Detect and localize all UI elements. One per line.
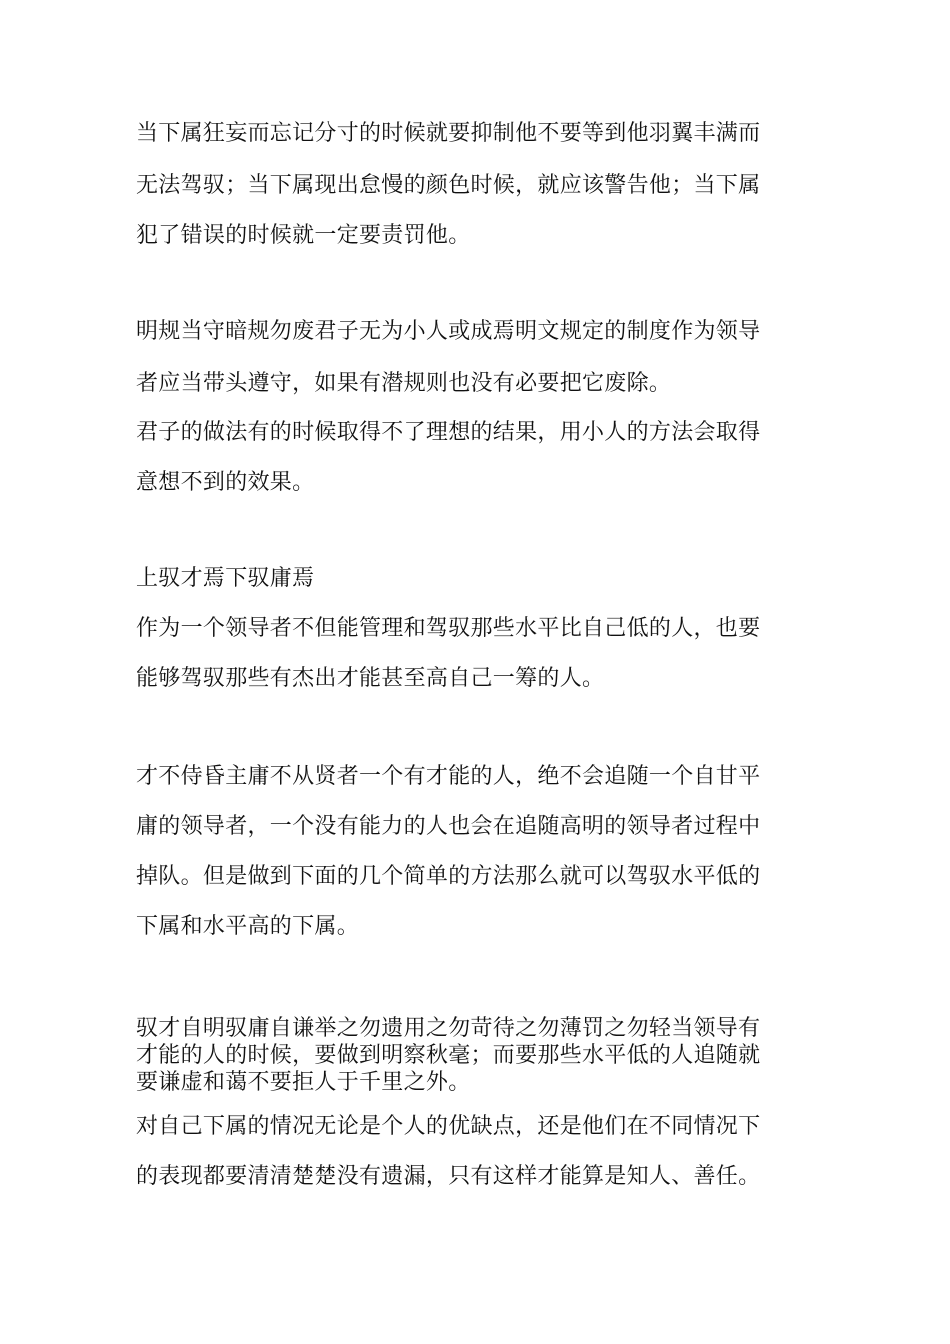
- paragraph-2-line-2: 者应当带头遵守，如果有潜规则也没有必要把它废除。: [136, 371, 672, 396]
- paragraph-5-line-3: 掉队。但是做到下面的几个简单的方法那么就可以驾驭水平低的: [136, 864, 761, 889]
- paragraph-2-line-1: 明规当守暗规勿废君子无为小人或成焉明文规定的制度作为领导: [136, 319, 761, 344]
- paragraph-6-line-1: 驭才自明驭庸自谦举之勿遗用之勿苛待之勿薄罚之勿轻当领导有: [136, 1016, 761, 1041]
- section-heading: 上驭才焉下驭庸焉: [136, 566, 315, 591]
- paragraph-1-line-2: 无法驾驭；当下属现出怠慢的颜色时候，就应该警告他；当下属: [136, 173, 761, 198]
- paragraph-6-line-3: 要谦虚和蔼不要拒人于千里之外。: [136, 1070, 471, 1095]
- paragraph-1-line-3: 犯了错误的时候就一定要责罚他。: [136, 223, 471, 248]
- paragraph-7-line-2: 的表现都要清清楚楚没有遗漏，只有这样才能算是知人、善任。: [136, 1164, 761, 1189]
- paragraph-4-line-1: 作为一个领导者不但能管理和驾驭那些水平比自己低的人，也要: [136, 616, 761, 641]
- paragraph-5-line-2: 庸的领导者，一个没有能力的人也会在追随高明的领导者过程中: [136, 814, 761, 839]
- paragraph-4-line-2: 能够驾驭那些有杰出才能甚至高自己一筹的人。: [136, 666, 605, 691]
- paragraph-7-line-1: 对自己下属的情况无论是个人的优缺点，还是他们在不同情况下: [136, 1114, 761, 1139]
- paragraph-5-line-4: 下属和水平高的下属。: [136, 914, 360, 939]
- paragraph-5-line-1: 才不侍昏主庸不从贤者一个有才能的人，绝不会追随一个自甘平: [136, 764, 761, 789]
- paragraph-1-line-1: 当下属狂妄而忘记分寸的时候就要抑制他不要等到他羽翼丰满而: [136, 121, 761, 146]
- paragraph-3-line-1: 君子的做法有的时候取得不了理想的结果，用小人的方法会取得: [136, 420, 761, 445]
- paragraph-6-line-2: 才能的人的时候，要做到明察秋毫；而要那些水平低的人追随就: [136, 1043, 761, 1068]
- paragraph-3-line-2: 意想不到的效果。: [136, 470, 315, 495]
